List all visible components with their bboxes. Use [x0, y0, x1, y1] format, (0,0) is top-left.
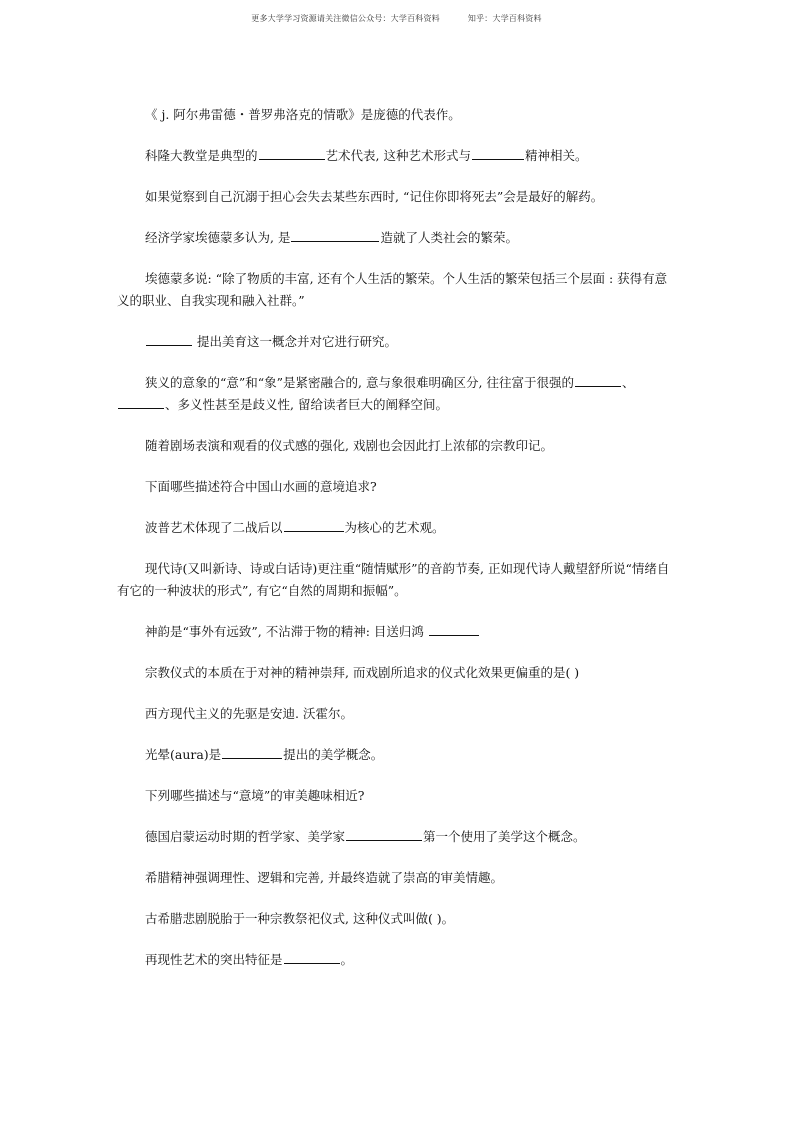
fill-in-blank — [222, 745, 282, 759]
question-paragraph — [117, 744, 679, 766]
question-paragraph — [117, 372, 679, 416]
question-paragraph — [117, 908, 679, 930]
page-header — [0, 13, 793, 24]
paragraph-text: 现代诗(又叫新诗、诗或白话诗)更注重“随情赋形”的音韵节奏, 正如现代诗人戴望舒所说“情绪自有它的一种波状的形式”, 有它“自然的周期和振幅”。 — [117, 561, 670, 598]
question-paragraph — [117, 517, 679, 539]
paragraph-text: 狭义的意象的“意”和“象”是紧密融合的, 意与象很难明确区分, 往往富于很强的 — [145, 375, 574, 390]
paragraph-text: 经济学家埃德蒙多认为, 是 — [145, 230, 291, 245]
paragraph-text: 德国启蒙运动时期的哲学家、美学家 — [145, 829, 346, 844]
paragraph-text: 精神相关。 — [524, 148, 588, 163]
question-paragraph — [117, 186, 679, 208]
fill-in-blank — [118, 395, 164, 409]
paragraph-text: 。 — [340, 952, 354, 967]
paragraph-text: 第一个使用了美学这个概念。 — [423, 829, 586, 844]
question-paragraph — [117, 785, 679, 807]
question-paragraph — [117, 867, 679, 889]
fill-in-blank — [346, 827, 422, 841]
paragraph-text: 埃德蒙多说: “除了物质的丰富, 还有个人生活的繁荣。个人生活的繁荣包括三个层面 : 获得有意义的职业、自我实现和融入社群。” — [117, 271, 668, 308]
question-paragraph — [117, 662, 679, 684]
document-body — [117, 104, 679, 990]
paragraph-text: 下列哪些描述与“意境”的审美趣味相近? — [145, 788, 365, 803]
paragraph-text: 西方现代主义的先驱是安迪. 沃霍尔。 — [145, 706, 353, 721]
paragraph-text: 随着剧场表演和观看的仪式感的强化, 戏剧也会因此打上浓郁的宗教印记。 — [145, 438, 553, 453]
paragraph-text: 提出的美学概念。 — [283, 747, 384, 762]
question-paragraph — [117, 949, 679, 971]
paragraph-text: 再现性艺术的突出特征是 — [145, 952, 283, 967]
header-zhihu-notice: 知乎：大学百科资料 — [467, 14, 542, 23]
paragraph-text: 神韵是“事外有远致”, 不沾滞于物的精神: 目送归鸿 — [145, 624, 428, 639]
fill-in-blank — [284, 950, 340, 964]
paragraph-text: 古希腊悲剧脱胎于一种宗教祭祀仪式, 这种仪式叫做( )。 — [145, 911, 455, 926]
question-paragraph — [117, 558, 679, 602]
question-paragraph — [117, 435, 679, 457]
header-wechat-notice: 更多大学学习资源请关注微信公众号：大学百科资料 — [251, 14, 440, 23]
fill-in-blank — [146, 332, 192, 346]
question-paragraph — [117, 331, 679, 353]
paragraph-text: 科隆大教堂是典型的 — [145, 148, 258, 163]
paragraph-text: 下面哪些描述符合中国山水画的意境追求? — [145, 479, 377, 494]
fill-in-blank — [472, 146, 524, 160]
paragraph-text: 光晕(aura)是 — [145, 747, 222, 762]
paragraph-text: 、多义性甚至是歧义性, 留给读者巨大的阐释空间。 — [165, 397, 448, 412]
question-paragraph — [117, 476, 679, 498]
question-paragraph — [117, 703, 679, 725]
paragraph-text: 如果觉察到自己沉溺于担心会失去某些东西时, “记住你即将死去”会是最好的解药。 — [145, 189, 604, 204]
paragraph-text: 造就了人类社会的繁荣。 — [380, 230, 518, 245]
fill-in-blank — [284, 518, 344, 532]
question-paragraph — [117, 268, 679, 312]
question-paragraph — [117, 227, 679, 249]
paragraph-text: 宗教仪式的本质在于对神的精神崇拜, 而戏剧所追求的仪式化效果更偏重的是( ) — [145, 665, 580, 680]
paragraph-text: 、 — [621, 375, 635, 390]
paragraph-text: 提出美育这一概念并对它进行研究。 — [193, 334, 397, 349]
fill-in-blank — [259, 146, 325, 160]
paragraph-text: 波普艺术体现了二战后以 — [145, 520, 283, 535]
fill-in-blank — [291, 228, 379, 242]
question-paragraph — [117, 145, 679, 167]
paragraph-text: 为核心的艺术观。 — [344, 520, 445, 535]
paragraph-text: 《 j. 阿尔弗雷德・普罗弗洛克的情歌》是庞德的代表作。 — [145, 107, 461, 122]
question-paragraph — [117, 826, 679, 848]
question-paragraph — [117, 621, 679, 643]
fill-in-blank — [429, 622, 479, 636]
fill-in-blank — [575, 373, 621, 387]
paragraph-text: 艺术代表, 这种艺术形式与 — [325, 148, 471, 163]
paragraph-text: 希腊精神强调理性、逻辑和完善, 并最终造就了崇高的审美情趣。 — [145, 870, 503, 885]
question-paragraph — [117, 104, 679, 126]
